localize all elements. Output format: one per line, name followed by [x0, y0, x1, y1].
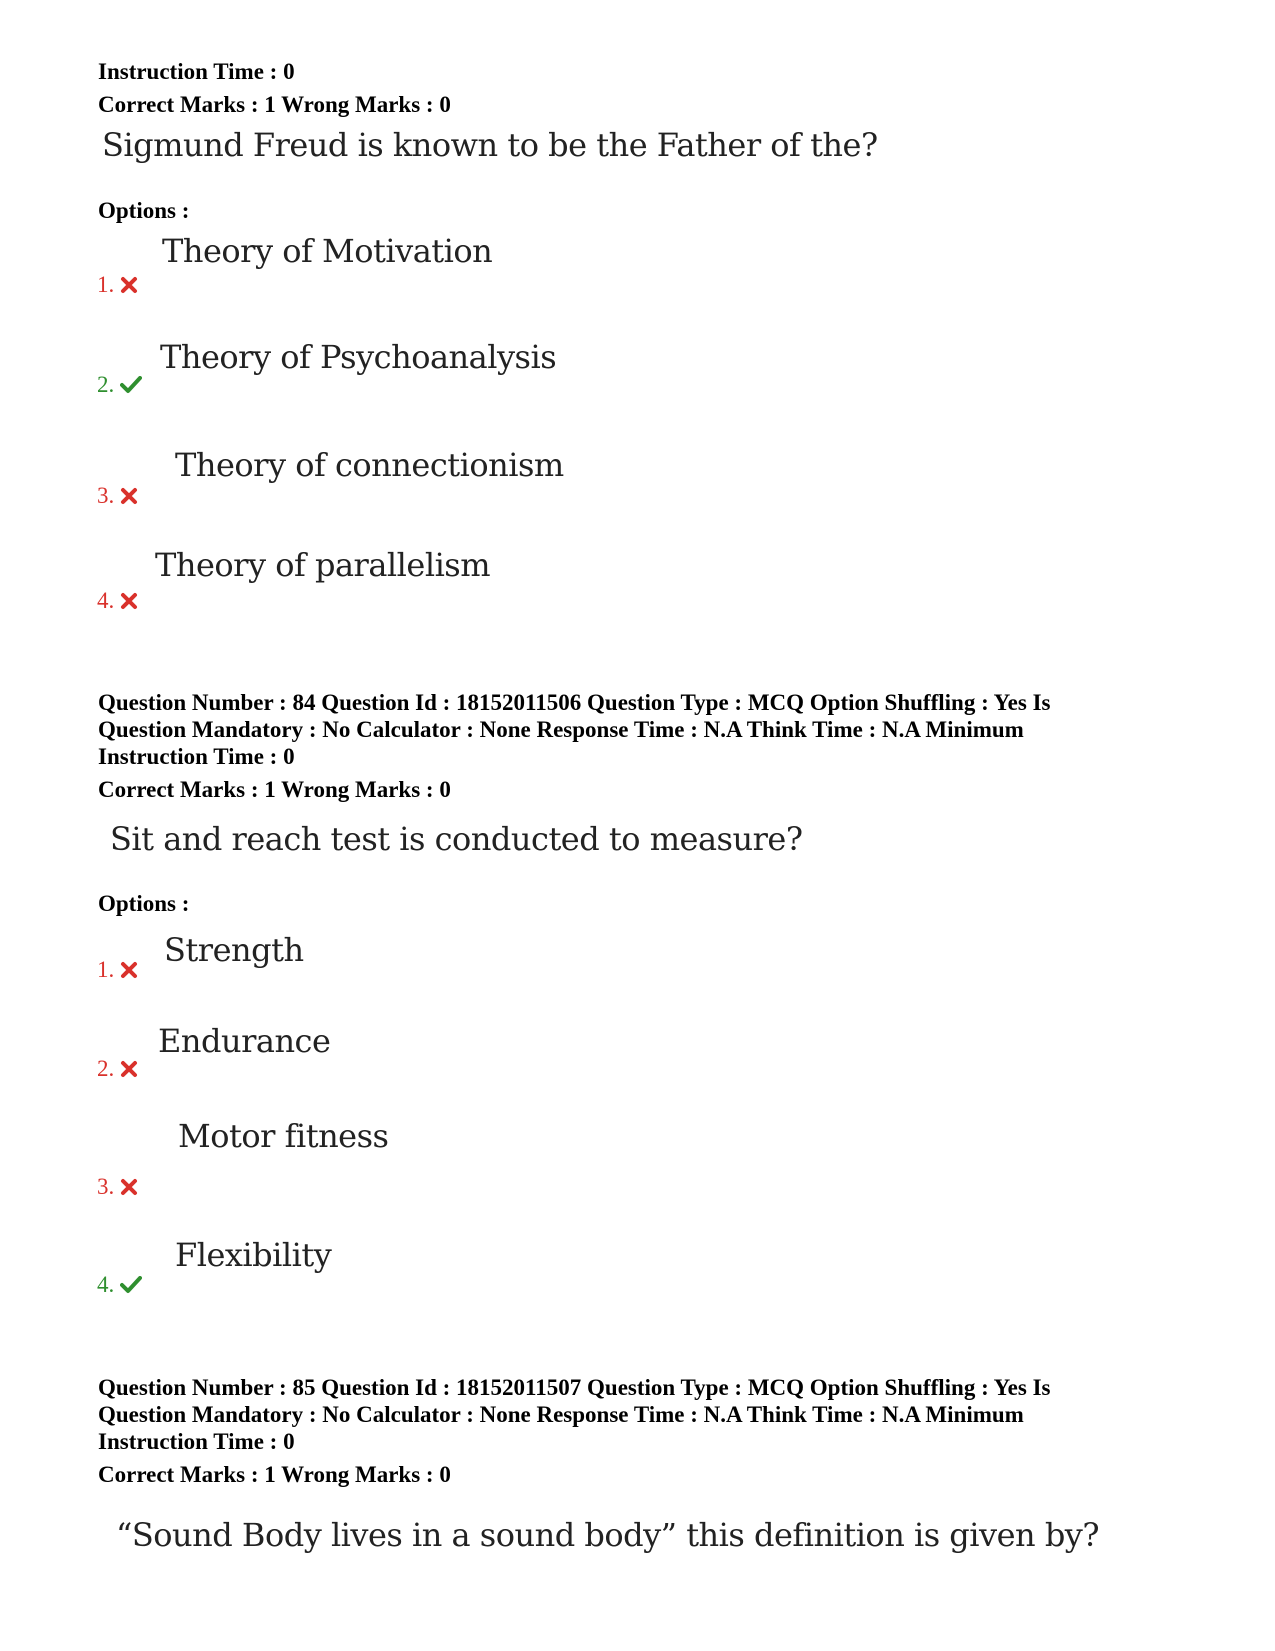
q85-meta-line-1: Question Number : 85 Question Id : 18152011507 Question Type : MCQ Option Shuffling : Yes Is — [98, 1375, 1051, 1400]
wrong-cross-icon — [120, 276, 138, 294]
q85-question-text: “Sound Body lives in a sound body” this definition is given by? — [116, 1516, 1100, 1554]
q83-option-2-text: Theory of Psychoanalysis — [160, 338, 557, 376]
q84-option-2-text: Endurance — [158, 1022, 331, 1060]
q83-question-text: Sigmund Freud is known to be the Father of the? — [102, 126, 878, 164]
q83-instruction-time: Instruction Time : 0 — [98, 59, 295, 84]
q83-marks: Correct Marks : 1 Wrong Marks : 0 — [98, 92, 451, 117]
q84-option-4-text: Flexibility — [175, 1236, 332, 1274]
correct-check-icon — [120, 1276, 142, 1294]
q85-meta-line-2: Question Mandatory : No Calculator : None Response Time : N.A Think Time : N.A Minimum — [98, 1402, 1024, 1427]
q83-option-3-text: Theory of connectionism — [175, 446, 564, 484]
q85-marks: Correct Marks : 1 Wrong Marks : 0 — [98, 1462, 451, 1487]
q84-option-2-number: 2. — [97, 1056, 138, 1082]
q84-option-1-number: 1. — [97, 957, 138, 983]
wrong-cross-icon — [120, 1060, 138, 1078]
q85-meta-line-3: Instruction Time : 0 — [98, 1429, 295, 1454]
q83-option-2-number: 2. — [97, 372, 142, 398]
q83-options-label: Options : — [98, 198, 190, 223]
q84-question-text: Sit and reach test is conducted to measure? — [110, 820, 803, 858]
q84-option-3-number: 3. — [97, 1174, 138, 1200]
q83-option-4-text: Theory of parallelism — [155, 546, 491, 584]
wrong-cross-icon — [120, 961, 138, 979]
q84-marks: Correct Marks : 1 Wrong Marks : 0 — [98, 777, 451, 802]
q84-option-3-text: Motor fitness — [178, 1117, 389, 1155]
q84-option-1-text: Strength — [164, 931, 304, 969]
q83-option-3-number: 3. — [97, 483, 138, 509]
q83-option-1-text: Theory of Motivation — [162, 232, 493, 270]
wrong-cross-icon — [120, 487, 138, 505]
q84-meta-line-1: Question Number : 84 Question Id : 18152011506 Question Type : MCQ Option Shuffling : Yes Is — [98, 690, 1051, 715]
q84-options-label: Options : — [98, 891, 190, 916]
q84-meta-line-2: Question Mandatory : No Calculator : None Response Time : N.A Think Time : N.A Minimum — [98, 717, 1024, 742]
q84-meta-line-3: Instruction Time : 0 — [98, 744, 295, 769]
q84-option-4-number: 4. — [97, 1272, 142, 1298]
correct-check-icon — [120, 376, 142, 394]
wrong-cross-icon — [120, 592, 138, 610]
q83-option-4-number: 4. — [97, 588, 138, 614]
q83-option-1-number: 1. — [97, 272, 138, 298]
wrong-cross-icon — [120, 1178, 138, 1196]
